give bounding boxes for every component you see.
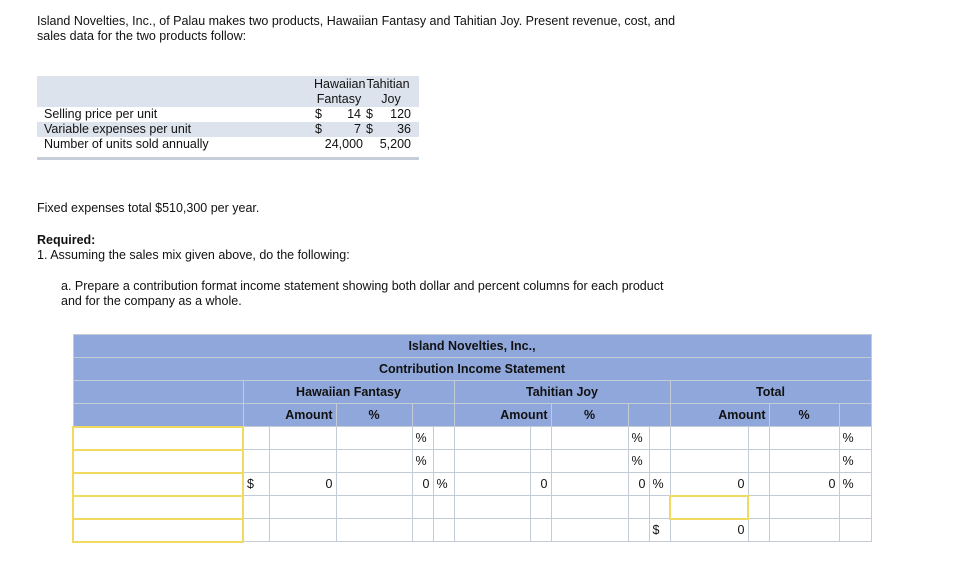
hawaiian-computed-amount: 0 (269, 473, 336, 496)
percent-sign: % (628, 427, 649, 450)
statement-title: Contribution Income Statement (73, 358, 871, 381)
header-tahitian-amount: Amount (454, 404, 551, 427)
total-amount-input[interactable] (670, 450, 748, 473)
tahitian-price-dollar: $ (366, 107, 373, 121)
total-amount-input[interactable] (670, 427, 748, 450)
table-row (73, 427, 871, 450)
tahitian-computed-percent: 0 (628, 473, 649, 496)
tahitian-percent-input[interactable] (551, 450, 628, 473)
tahitian-amount-input[interactable] (454, 450, 530, 473)
tahitian-variable-dollar: $ (366, 122, 373, 136)
col-tahitian-line2: Joy (381, 92, 401, 106)
row-label-units-sold: Number of units sold annually (44, 137, 209, 151)
total-computed-percent: 0 (769, 473, 839, 496)
hawaiian-units-value: 24,000 (324, 137, 363, 151)
total-percent-input[interactable] (769, 450, 839, 473)
table-row (73, 450, 871, 473)
data-table-bottom-rule (37, 157, 419, 160)
header-hawaiian-percent: % (336, 404, 412, 427)
header-total-percent: % (769, 404, 839, 427)
dollar-sign: $ (649, 519, 670, 542)
line-item-label-input[interactable] (73, 427, 243, 450)
line-item-label-input[interactable] (73, 473, 243, 496)
percent-sign: % (839, 473, 871, 496)
header-total: Total (670, 381, 871, 404)
hawaiian-percent-input[interactable] (336, 427, 412, 450)
header-hawaiian-fantasy: Hawaiian Fantasy (243, 381, 454, 404)
percent-sign: % (839, 427, 871, 450)
required-heading: Required: (37, 233, 96, 247)
problem-intro: Island Novelties, Inc., of Palau makes two products, Hawaiian Fantasy and Tahitian Joy. Present revenue, cost, and sales data for the two products follow: (37, 14, 676, 43)
tahitian-units-value: 5,200 (379, 137, 411, 151)
table-row (73, 496, 871, 519)
percent-sign: % (412, 427, 433, 450)
statement-product-header-row (73, 381, 871, 404)
table-row (73, 519, 871, 542)
tahitian-variable-value: 36 (397, 122, 411, 136)
percent-sign: % (649, 473, 670, 496)
row-label-selling-price: Selling price per unit (44, 107, 158, 121)
header-hawaiian-amount: Amount (243, 404, 336, 427)
col-hawaiian-line1: Hawaiian (314, 77, 366, 91)
hawaiian-price-value: 14 (347, 107, 361, 121)
line-item-label-input[interactable] (73, 496, 243, 519)
statement-company-name: Island Novelties, Inc., (73, 335, 871, 358)
row-label-variable-expenses: Variable expenses per unit (44, 122, 192, 136)
table-row (73, 473, 871, 496)
tahitian-percent-input[interactable] (551, 427, 628, 450)
header-tahitian-percent: % (551, 404, 628, 427)
hawaiian-variable-dollar: $ (315, 122, 322, 136)
required-item-a: a. Prepare a contribution format income statement showing both dollar and percent columns for each product and for the company as a whole. (61, 279, 664, 308)
tahitian-amount-input[interactable] (454, 427, 530, 450)
total-fixed-amount-input[interactable] (670, 496, 748, 519)
total-computed-amount: 0 (670, 473, 748, 496)
statement-column-header-row (73, 404, 871, 427)
col-tahitian-line1: Tahitian (366, 77, 410, 91)
percent-sign: % (839, 450, 871, 473)
tahitian-price-value: 120 (390, 107, 411, 121)
statement-title-row (73, 358, 871, 381)
net-operating-income-amount: 0 (670, 519, 748, 542)
percent-sign: % (412, 450, 433, 473)
required-item-1: 1. Assuming the sales mix given above, do the following: (37, 248, 350, 262)
line-item-label-input[interactable] (73, 519, 243, 542)
header-tahitian-joy: Tahitian Joy (454, 381, 670, 404)
income-statement-table (72, 334, 872, 543)
col-hawaiian-line2: Fantasy (316, 92, 362, 106)
line-item-label-input[interactable] (73, 450, 243, 473)
income-statement (72, 334, 872, 543)
fixed-expenses-text: Fixed expenses total $510,300 per year. (37, 201, 260, 215)
hawaiian-computed-percent: 0 (412, 473, 433, 496)
statement-company-row (73, 335, 871, 358)
header-total-amount: Amount (670, 404, 769, 427)
hawaiian-percent-input[interactable] (336, 450, 412, 473)
hawaiian-amount-input[interactable] (269, 450, 336, 473)
dollar-sign: $ (243, 473, 269, 496)
percent-sign: % (628, 450, 649, 473)
tahitian-computed-amount: 0 (530, 473, 551, 496)
hawaiian-price-dollar: $ (315, 107, 322, 121)
hawaiian-variable-value: 7 (354, 122, 361, 136)
total-percent-input[interactable] (769, 427, 839, 450)
hawaiian-amount-input[interactable] (269, 427, 336, 450)
percent-sign: % (433, 473, 454, 496)
